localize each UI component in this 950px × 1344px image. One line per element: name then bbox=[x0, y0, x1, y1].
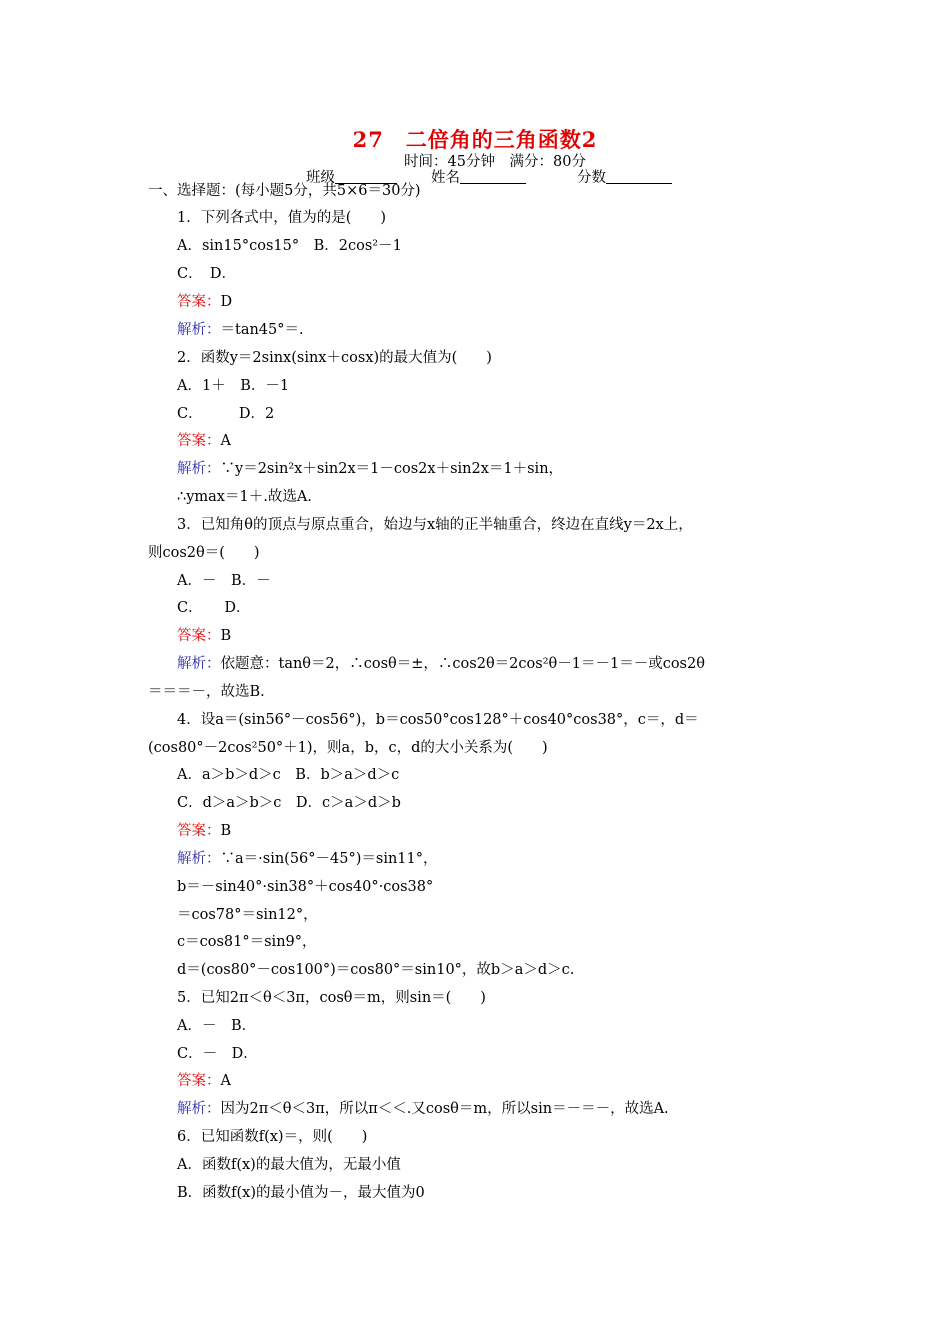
explain-label: 解析： bbox=[177, 851, 221, 867]
score-field bbox=[577, 166, 672, 187]
q3-explain-2: ＝＝＝－，故选B. bbox=[148, 684, 265, 700]
q4-answer-line bbox=[177, 821, 231, 841]
name-field bbox=[431, 166, 526, 187]
q5-explain-line bbox=[177, 1099, 669, 1119]
q4-stem-1: 4．设a＝(sin56°－cos56°)，b＝cos50°cos128°＋cos40°cos38°，c＝，d＝ bbox=[177, 712, 699, 728]
q5-options-cd: C．－ D． bbox=[177, 1046, 258, 1062]
q1-options-ab: A．sin15°cos15° B．2cos²－1 bbox=[177, 238, 402, 254]
q3-answer-line bbox=[177, 626, 231, 646]
q1-answer: D bbox=[220, 294, 233, 310]
class-label: 班级 bbox=[306, 170, 335, 186]
q6-stem: 6．已知函数f(x)＝，则( ) bbox=[177, 1129, 368, 1145]
q5-options-ab: A．－ B． bbox=[177, 1018, 257, 1034]
q3-stem-1: 3．已知角θ的顶点与原点重合，始边与x轴的正半轴重合，终边在直线y＝2x上， bbox=[177, 517, 693, 533]
q4-options-ab: A．a＞b＞d＞c B．b＞a＞d＞c bbox=[177, 767, 400, 783]
q1-answer-line bbox=[177, 292, 232, 312]
q2-options-ab: A．1＋ B．－1 bbox=[177, 378, 290, 394]
q3-options-ab: A．－ B．－ bbox=[177, 573, 271, 589]
q2-answer-line bbox=[177, 431, 231, 451]
q4-explain-2: b＝－sin40°·sin38°＋cos40°·cos38° bbox=[177, 879, 434, 895]
name-label: 姓名 bbox=[431, 170, 460, 186]
q5-answer-line bbox=[177, 1071, 231, 1091]
explain-label: 解析： bbox=[177, 461, 221, 477]
q1-explain: ＝tan45°＝. bbox=[220, 322, 304, 338]
q4-explain-3: ＝cos78°＝sin12°， bbox=[177, 907, 318, 923]
explain-label: 解析： bbox=[177, 322, 221, 338]
q6-option-a: A．函数f(x)的最大值为，无最小值 bbox=[177, 1157, 401, 1173]
answer-label: 答案： bbox=[177, 1073, 221, 1089]
q5-stem: 5．已知2π＜θ＜3π，cosθ＝m，则sin＝( ) bbox=[177, 990, 486, 1006]
q4-answer: B bbox=[220, 823, 232, 839]
q3-explain-line bbox=[177, 654, 705, 674]
q4-stem-2: (cos80°－2cos²50°＋1)，则a，b，c，d的大小关系为( ) bbox=[148, 740, 548, 756]
q5-answer: A bbox=[220, 1073, 231, 1089]
q1-explain-line bbox=[177, 320, 304, 340]
explain-label: 解析： bbox=[177, 1101, 221, 1117]
q1-options-cd: C． D． bbox=[177, 266, 236, 282]
answer-label: 答案： bbox=[177, 294, 221, 310]
q4-explain-4: c＝cos81°＝sin9°， bbox=[177, 934, 317, 950]
answer-label: 答案： bbox=[177, 823, 221, 839]
q5-explain: 因为2π＜θ＜3π，所以π＜＜.又cosθ＝m，所以sin＝－＝－，故选A. bbox=[220, 1101, 669, 1117]
q6-option-b: B．函数f(x)的最小值为－，最大值为0 bbox=[177, 1185, 425, 1201]
q1-stem: 1．下列各式中，值为的是( ) bbox=[177, 210, 387, 226]
answer-label: 答案： bbox=[177, 433, 221, 449]
score-blank bbox=[606, 169, 672, 184]
q2-explain-2: ∴ymax＝1＋.故选A. bbox=[177, 489, 312, 505]
doc-title: 27 二倍角的三角函数2 bbox=[352, 127, 598, 152]
answer-label: 答案： bbox=[177, 628, 221, 644]
score-label: 分数 bbox=[577, 170, 606, 186]
q2-stem: 2．函数y＝2sinx(sinx＋cosx)的最大值为( ) bbox=[177, 350, 492, 366]
q2-explain-line bbox=[177, 459, 563, 479]
q2-options-cd: C． D．2 bbox=[177, 406, 275, 422]
q2-answer: A bbox=[220, 433, 231, 449]
explain-label: 解析： bbox=[177, 656, 221, 672]
q3-options-cd: C． D． bbox=[177, 600, 251, 616]
q4-explain-5: d＝(cos80°－cos100°)＝cos80°＝sin10°，故b＞a＞d＞c. bbox=[177, 962, 575, 978]
q4-explain-line bbox=[177, 849, 438, 869]
q4-explain-1: ∵a＝·sin(56°－45°)＝sin11°， bbox=[220, 851, 438, 867]
name-blank bbox=[460, 169, 526, 184]
q3-explain-1: 依题意：tanθ＝2，∴cosθ＝±，∴cos2θ＝2cos²θ－1＝－1＝－或cos2θ bbox=[220, 656, 705, 672]
section-heading: 一、选择题：(每小题5分，共5×6＝30分) bbox=[148, 183, 421, 199]
q4-options-cd: C．d＞a＞b＞c D．c＞a＞d＞b bbox=[177, 795, 401, 811]
q2-explain: ∵y＝2sin²x＋sin2x＝1－cos2x＋sin2x＝1＋sin， bbox=[220, 461, 564, 477]
doc-meta: 时间：45分钟 满分：80分 bbox=[404, 154, 586, 170]
q3-stem-2: 则cos2θ＝( ) bbox=[148, 545, 260, 561]
q3-answer: B bbox=[220, 628, 232, 644]
